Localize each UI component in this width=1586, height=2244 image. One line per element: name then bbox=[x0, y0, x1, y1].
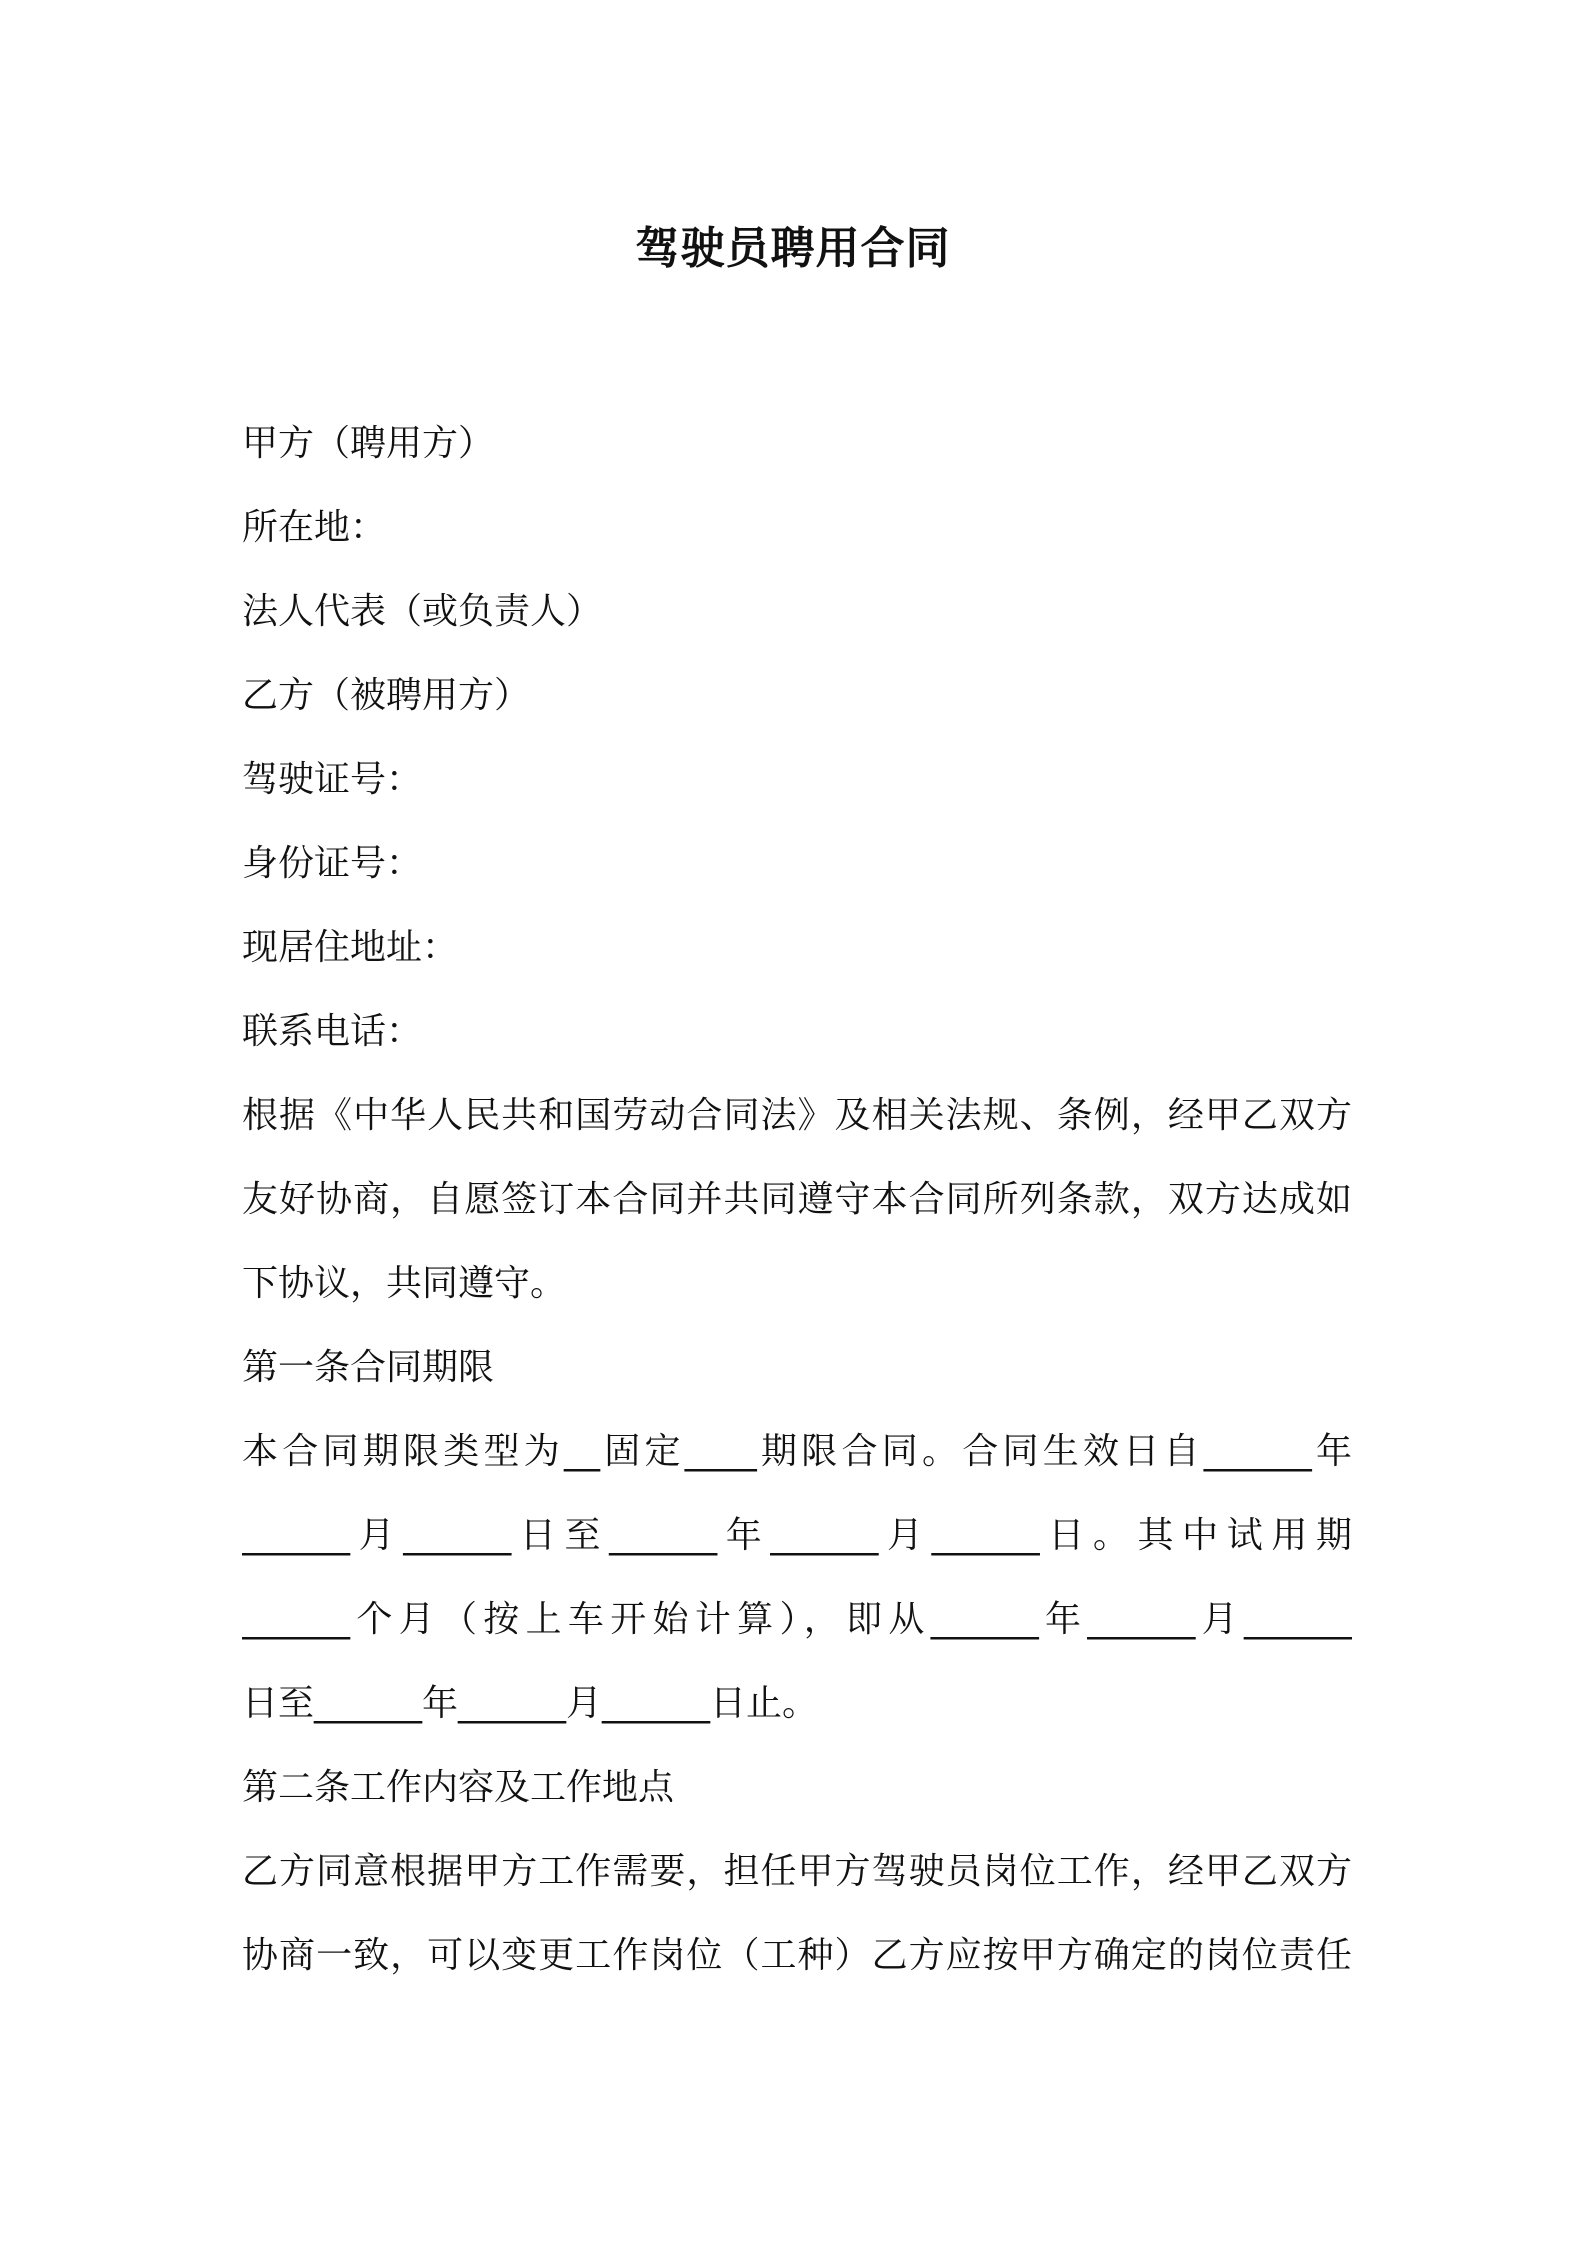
article2-line: 协商一致，可以变更工作岗位（工种）乙方应按甲方确定的岗位责任 bbox=[242, 1935, 1352, 1976]
article2-line: 乙方同意根据甲方工作需要，担任甲方驾驶员岗位工作，经甲乙双方 bbox=[242, 1851, 1352, 1892]
article1-heading: 第一条合同期限 bbox=[242, 1347, 495, 1388]
party-a-field: 甲方（聘用方） bbox=[242, 423, 495, 464]
id-number-field: 身份证号： bbox=[242, 843, 423, 884]
article2-heading: 第二条工作内容及工作地点 bbox=[242, 1767, 675, 1808]
document-body bbox=[242, 402, 1352, 1998]
address-field: 现居住地址： bbox=[242, 927, 459, 968]
intro-line: 根据《中华人民共和国劳动合同法》及相关法规、条例，经甲乙双方 bbox=[242, 1095, 1352, 1136]
intro-line: 下协议，共同遵守。 bbox=[242, 1263, 567, 1304]
article2-paragraph bbox=[242, 1830, 1352, 1998]
intro-line: 友好协商，自愿签订本合同并共同遵守本合同所列条款，双方达成如 bbox=[242, 1179, 1352, 1220]
legal-rep-field: 法人代表（或负责人） bbox=[242, 591, 603, 632]
location-field: 所在地： bbox=[242, 507, 387, 548]
party-b-field: 乙方（被聘用方） bbox=[242, 675, 531, 716]
article1-line: 本合同期限类型为__固定____期限合同。合同生效日自______年 bbox=[242, 1431, 1352, 1472]
document-title: 驾驶员聘用合同 bbox=[635, 223, 951, 274]
license-number-field: 驾驶证号： bbox=[242, 759, 423, 800]
article1-line: ______月______日至______年______月______日。其中试用期 bbox=[242, 1515, 1352, 1556]
article1-line: ______个月（按上车开始计算），即从______年______月______ bbox=[242, 1599, 1352, 1640]
article1-line: 日至______年______月______日止。 bbox=[242, 1683, 819, 1724]
phone-field: 联系电话： bbox=[242, 1011, 423, 1052]
intro-paragraph bbox=[242, 1074, 1352, 1326]
article1-paragraph bbox=[242, 1410, 1352, 1746]
